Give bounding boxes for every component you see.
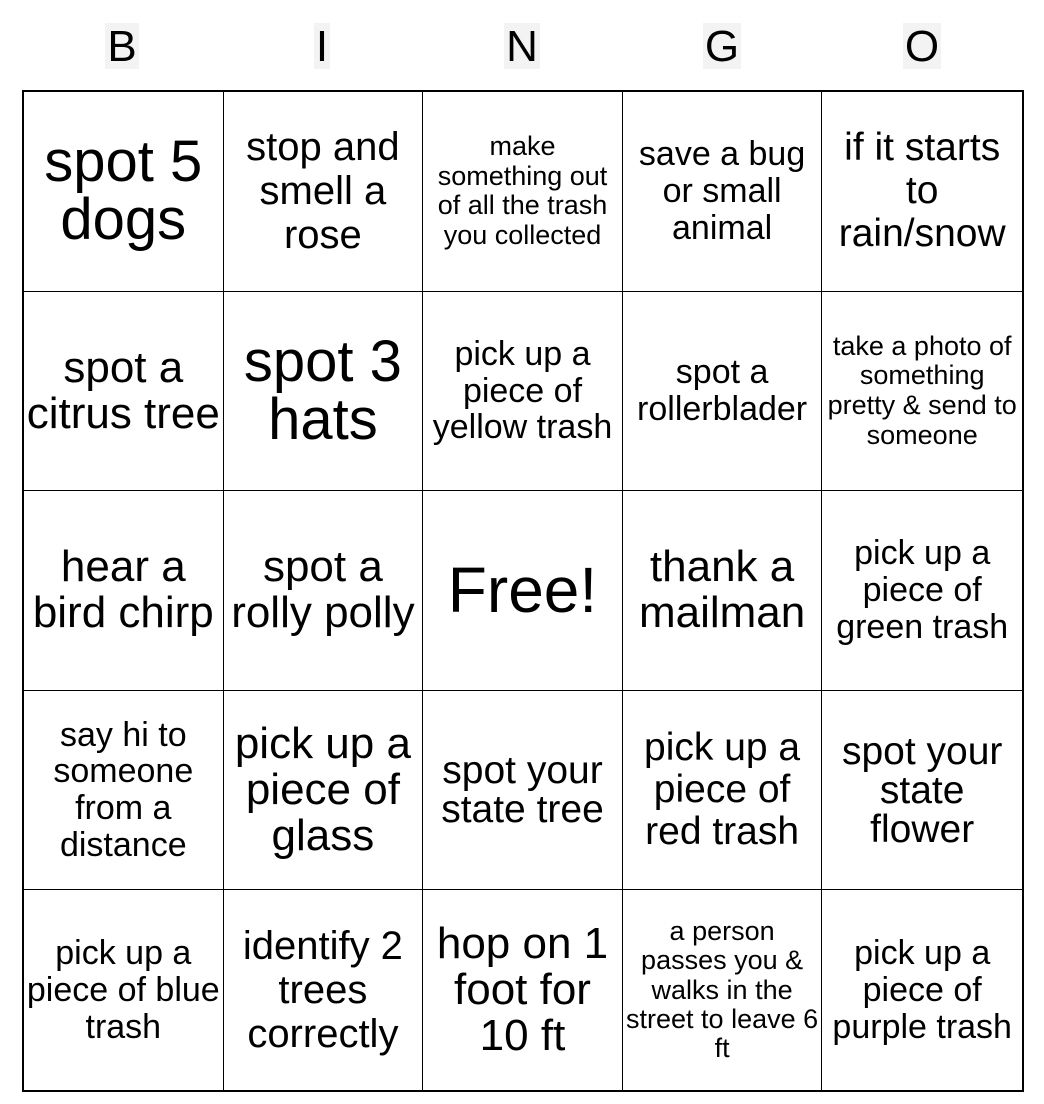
cell-text: pick up a piece of purple trash [832, 934, 1012, 1046]
bingo-cell[interactable] [822, 292, 1022, 492]
bingo-cell[interactable] [224, 491, 424, 691]
cell-text: spot a rollerblader [637, 353, 808, 428]
cell-text: save a bug or small animal [638, 135, 806, 247]
cell-text: say hi to someone from a distance [53, 715, 194, 864]
cell-text: if it starts to rain/snow [838, 125, 1006, 255]
bingo-cell[interactable] [224, 92, 424, 292]
bingo-cell[interactable] [822, 491, 1022, 691]
cell-text: spot 5 dogs [44, 129, 203, 253]
cell-text: pick up a piece of red trash [644, 725, 801, 854]
bingo-cell[interactable] [623, 292, 823, 492]
bingo-cell[interactable] [24, 92, 224, 292]
bingo-header [22, 18, 1022, 74]
cell-text: pick up a piece of green trash [836, 534, 1009, 646]
cell-text: spot 3 hats [243, 328, 402, 452]
header-letter-o: O [904, 22, 940, 71]
cell-text: spot your state flower [841, 729, 1003, 851]
cell-text: pick up a piece of yellow trash [432, 334, 613, 447]
header-letter-n: N [506, 22, 538, 71]
bingo-cell[interactable] [423, 92, 623, 292]
cell-text: stop and smell a rose [246, 125, 400, 258]
cell-text: spot a rolly polly [231, 542, 415, 638]
bingo-cell[interactable] [423, 890, 623, 1090]
bingo-cell[interactable] [822, 92, 1022, 292]
bingo-cell[interactable] [423, 691, 623, 891]
bingo-cell[interactable] [822, 691, 1022, 891]
bingo-cell[interactable] [423, 292, 623, 492]
cell-text: spot a citrus tree [26, 342, 220, 438]
cell-text: a person passes you & walks in the street to leave 6 ft [626, 916, 819, 1063]
cell-text: pick up a piece of glass [234, 718, 411, 861]
cell-text: thank a mailman [638, 542, 806, 638]
bingo-cell[interactable] [224, 691, 424, 891]
bingo-board [22, 90, 1024, 1092]
bingo-cell[interactable] [623, 890, 823, 1090]
cell-text: spot your state tree [441, 749, 604, 832]
bingo-cell[interactable] [24, 890, 224, 1090]
header-letter-g: G [704, 22, 740, 71]
cell-text: identify 2 trees correctly [242, 924, 403, 1057]
bingo-cell[interactable] [822, 890, 1022, 1090]
cell-text: pick up a piece of blue trash [26, 934, 220, 1046]
cell-text: Free! [447, 554, 598, 627]
cell-text: take a photo of something pretty & send to someone [827, 330, 1017, 450]
bingo-cell[interactable] [623, 92, 823, 292]
bingo-cell-free[interactable] [423, 491, 623, 691]
header-letter-b: B [107, 22, 137, 71]
cell-text: hear a bird chirp [32, 542, 214, 638]
bingo-cell[interactable] [224, 890, 424, 1090]
bingo-cell[interactable] [24, 292, 224, 492]
cell-text: hop on 1 foot for 10 ft [436, 918, 609, 1061]
bingo-cell[interactable] [24, 691, 224, 891]
bingo-cell[interactable] [623, 491, 823, 691]
header-letter-i: I [315, 22, 329, 71]
bingo-cell[interactable] [224, 292, 424, 492]
bingo-cell[interactable] [623, 691, 823, 891]
cell-text: make something out of all the trash you collected [437, 130, 608, 250]
bingo-cell[interactable] [24, 491, 224, 691]
